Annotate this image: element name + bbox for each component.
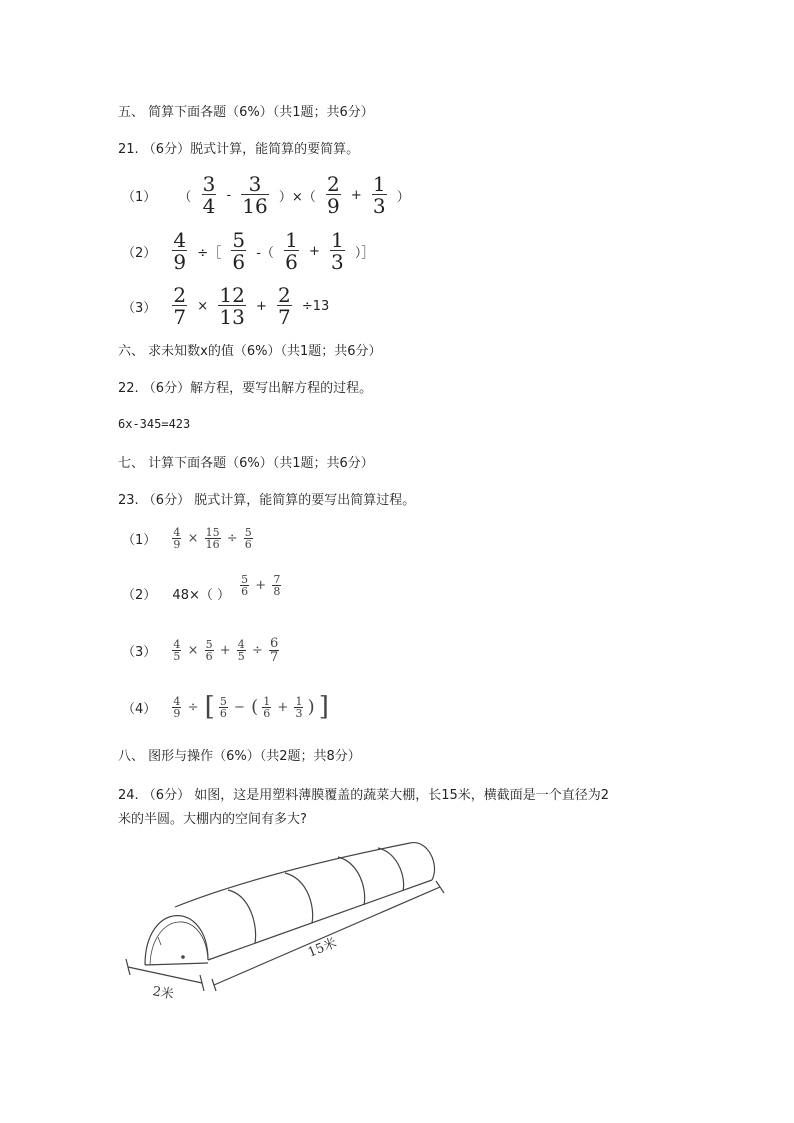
q23-item-2: （2） 48×（ ） $\frac{5}{6}$ + $\frac{7}{8}$ <box>122 573 281 603</box>
item-label: （2） <box>122 245 157 261</box>
question-23: 23. （6分） 脱式计算，能简算的要写出简算过程。 <box>118 493 416 508</box>
q23-item-3: （3） $\frac{4}{5}$ × $\frac{5}{6}$ + $\frac{4}{5}$ ÷ $\frac{6}{7}$ <box>122 636 279 665</box>
item-label: （3） <box>122 300 157 316</box>
diameter-label: 2米 <box>151 984 175 1003</box>
q21-item-3: （3） $\frac{2}{7}$ × $\frac{12}{13}$ + $\frac{2}{7}$ ÷13 <box>122 283 330 329</box>
section5-title: 五、 简算下面各题（6%）（共1题；共6分） <box>118 105 374 120</box>
rib <box>285 873 313 923</box>
fraction: $\frac{1}{6}$ <box>263 694 271 720</box>
front-dot <box>182 956 184 958</box>
q23-item-1: （1） $\frac{4}{9}$ × $\frac{15}{16}$ ÷ $\frac{5}{6}$ <box>122 526 252 551</box>
fraction: $\frac{1}{3}$ <box>330 228 344 274</box>
section7-title: 七、 计算下面各题（6%）（共1题；共6分） <box>118 456 374 471</box>
question-21: 21. （6分）脱式计算，能简算的要简算。 <box>118 142 360 157</box>
length-label: 15米 <box>305 935 339 961</box>
fraction: $\frac{4}{9}$ <box>173 228 187 274</box>
fraction: $\frac{6}{7}$ <box>269 636 279 665</box>
front-ground <box>145 963 208 965</box>
front-mark <box>158 937 161 945</box>
fraction: $\frac{4}{9}$ <box>173 694 181 720</box>
section6-title: 六、 求未知数x的值（6%）（共1题；共6分） <box>118 344 382 359</box>
item-label: （3） <box>122 645 157 660</box>
dim-length <box>214 887 440 985</box>
fraction: $\frac{3}{4}$ <box>202 172 216 218</box>
fraction: $\frac{7}{8}$ <box>273 573 281 598</box>
item-label: （2） <box>122 588 157 603</box>
section8-title: 八、 图形与操作（6%）（共2题；共8分） <box>118 749 361 764</box>
item-label: （4） <box>122 701 157 717</box>
dim-tick <box>436 881 444 893</box>
greenhouse-figure <box>110 835 450 1005</box>
q21-item-2: （2） $\frac{4}{9}$ ÷［ $\frac{5}{6}$ -（ $\frac{1}{6}$ + $\frac{1}{3}$ ）］ <box>122 228 375 274</box>
fraction: $\frac{5}{6}$ <box>232 228 246 274</box>
fraction: $\frac{2}{7}$ <box>173 283 187 329</box>
fraction: $\frac{5}{6}$ <box>244 526 252 551</box>
fraction: $\frac{3}{16}$ <box>242 172 268 218</box>
front-arch <box>145 916 208 965</box>
rib <box>228 890 256 943</box>
fraction: $\frac{5}{6}$ <box>241 573 249 598</box>
question-24-line2: 米的半圆。大棚内的空间有多大? <box>118 812 307 827</box>
fraction: $\frac{12}{13}$ <box>219 283 245 329</box>
q23-item-4: （4） $\frac{4}{9}$ ÷ [ $\frac{5}{6}$ − ( $\frac{1}{6}$ + $\frac{1}{3}$ ) ] <box>122 692 329 722</box>
fraction: $\frac{5}{6}$ <box>219 694 227 720</box>
fraction: $\frac{4}{9}$ <box>173 526 181 551</box>
rib <box>338 857 365 905</box>
fraction: $\frac{2}{7}$ <box>277 283 291 329</box>
fraction: $\frac{15}{16}$ <box>205 526 220 551</box>
dim-diameter <box>128 967 202 983</box>
item-label: （1） <box>122 533 157 548</box>
rib <box>378 848 404 891</box>
item-label: （1） <box>122 189 157 205</box>
fraction: $\frac{4}{5}$ <box>173 638 181 663</box>
fraction: $\frac{5}{6}$ <box>205 638 213 663</box>
fraction: $\frac{2}{9}$ <box>326 172 340 218</box>
equation: 6x-345=423 <box>118 417 191 431</box>
back-arch <box>410 843 435 880</box>
fraction: $\frac{1}{6}$ <box>285 228 298 274</box>
fraction: $\frac{1}{3}$ <box>295 694 303 720</box>
fraction: $\frac{1}{3}$ <box>372 172 386 218</box>
question-24-line1: 24. （6分） 如图，这是用塑料薄膜覆盖的蔬菜大棚，长15米，横截面是一个直径为2 <box>118 788 610 803</box>
fraction: $\frac{4}{5}$ <box>237 638 245 663</box>
top-ridge <box>175 843 410 907</box>
question-22: 22. （6分）解方程，要写出解方程的过程。 <box>118 381 373 396</box>
q21-item-1: （1） （ $\frac{3}{4}$ - $\frac{3}{16}$ ）×（ $\frac{2}{9}$ + $\frac{1}{3}$ ） <box>122 172 410 218</box>
